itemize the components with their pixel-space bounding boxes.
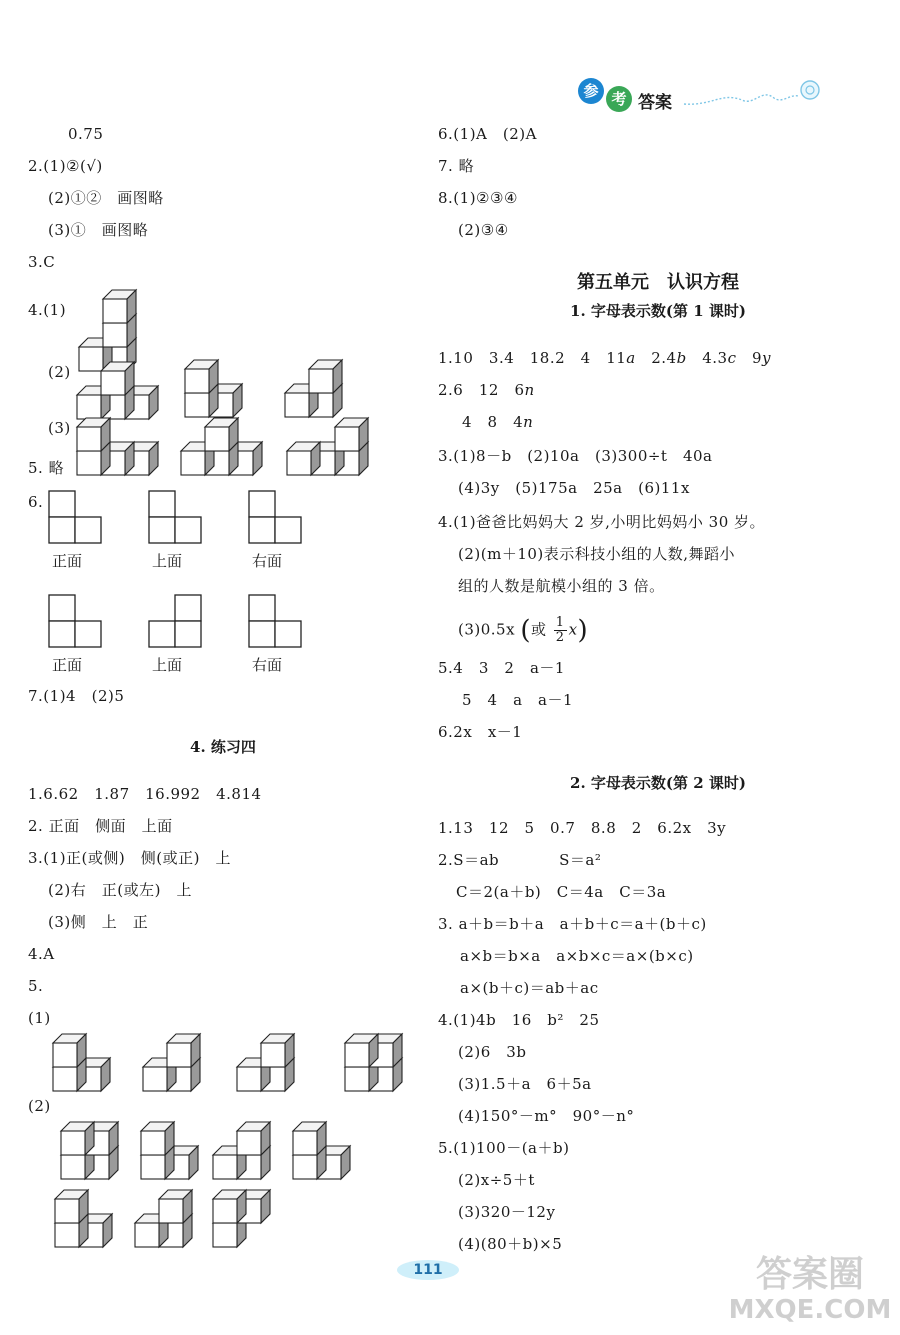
cube-figure-5-2g	[212, 1180, 271, 1239]
view-label-right-1: 右面	[252, 552, 283, 570]
answer-2-7: 4.(1)4b 16 b² 25	[438, 1011, 600, 1029]
cube-figure-5-1b	[142, 1024, 201, 1083]
answer-1-5: (4)3y (5)175a 25a (6)11x	[458, 479, 690, 497]
cube-figure-5-1d	[344, 1024, 403, 1083]
view-label-top-2: 上面	[152, 656, 183, 674]
cube-figure-5-2b	[140, 1112, 199, 1171]
view-label-top-1: 上面	[152, 552, 183, 570]
left-line-6: 4.(1)	[28, 301, 67, 319]
left-line-11: 7.(1)4 (2)5	[28, 687, 125, 705]
lesson-title-1: 1. 字母表示数(第 1 课时)	[570, 302, 746, 320]
cube	[335, 418, 368, 451]
answer-2-11: 5.(1)100－(a＋b)	[438, 1139, 570, 1157]
cube	[61, 1122, 94, 1155]
cube-figure-5-2c	[212, 1112, 271, 1171]
unit-title: 第五单元 认识方程	[577, 272, 739, 293]
cube-figure-4-3c	[286, 408, 369, 467]
left-p6: 4.A	[28, 945, 55, 963]
cube	[309, 360, 342, 393]
cube-figure-5-1c	[236, 1024, 295, 1083]
page-number: 111	[397, 1260, 459, 1280]
right-line-1: 6.(1)A (2)A	[438, 125, 537, 143]
watermark	[720, 1255, 900, 1335]
cube	[55, 1190, 88, 1223]
cube	[103, 290, 136, 323]
left-line-8: (3)	[48, 419, 71, 437]
cube	[141, 1122, 174, 1155]
section-title-exercise-4: 4. 练习四	[190, 738, 256, 756]
answer-2-9: (3)1.5＋a 6＋5a	[458, 1075, 592, 1093]
cube-figure-4-3b	[180, 408, 263, 467]
answer-2-13: (3)320－12y	[458, 1203, 556, 1221]
left-p3: 3.(1)正(或侧) 侧(或正) 上	[28, 849, 231, 867]
watermark-line-2: MXQE.COM	[728, 1295, 892, 1325]
answer-1-1: 1.10 3.4 18.2 4 11a 2.4b 4.3c 9y	[438, 349, 772, 367]
page-header	[574, 74, 824, 118]
view-drawing-top-1	[148, 490, 204, 546]
answer-1-7: (2)(m＋10)表示科技小组的人数,舞蹈小	[458, 545, 736, 563]
left-p5: (3)侧 上 正	[48, 913, 149, 931]
cube	[159, 1190, 192, 1223]
header-badge-1: 参	[578, 78, 604, 104]
header-flourish-icon	[682, 74, 822, 114]
left-p4: (2)右 正(或左) 上	[48, 881, 192, 899]
cube	[205, 418, 238, 451]
answer-1-8: 组的人数是航模小组的 3 倍。	[458, 577, 665, 595]
cube-figure-5-2a	[60, 1112, 119, 1171]
view-drawing-right-1	[248, 490, 304, 546]
cube	[167, 1034, 200, 1067]
cube-figure-4-2c	[284, 350, 343, 409]
cube-figure-5-1a	[52, 1024, 111, 1083]
cube-figure-5-2f	[134, 1180, 193, 1239]
right-line-2: 7. 略	[438, 157, 475, 175]
view-drawing-top-2	[148, 594, 204, 650]
left-p8: (1)	[28, 1009, 51, 1027]
view-drawing-right-2	[248, 594, 304, 650]
answer-1-12: 6.2x x－1	[438, 723, 523, 741]
cube	[287, 442, 320, 475]
cube-figure-4-3a	[76, 408, 159, 467]
view-label-right-2: 右面	[252, 656, 283, 674]
left-line-1: 0.75	[68, 125, 104, 143]
left-line-10: 6.	[28, 493, 44, 511]
watermark-line-1: 答案圈	[755, 1254, 864, 1295]
answer-1-9: (3)0.5x (或 $\frac{1}{2}$ x)	[458, 615, 589, 646]
answer-1-2: 2.6 12 6n	[438, 381, 535, 399]
answer-2-14: (4)(80＋b)×5	[458, 1235, 563, 1253]
cube	[77, 418, 110, 451]
answer-2-12: (2)x÷5＋t	[458, 1171, 535, 1189]
left-line-9: 5. 略	[28, 459, 65, 477]
cube-figure-5-2e	[54, 1180, 113, 1239]
left-p7: 5.	[28, 977, 44, 995]
left-line-7: (2)	[48, 363, 71, 381]
answer-1-4: 3.(1)8－b (2)10a (3)300÷t 40a	[438, 447, 713, 465]
view-drawing-front-1	[48, 490, 104, 546]
answer-1-6: 4.(1)爸爸比妈妈大 2 岁,小明比妈妈小 30 岁。	[438, 513, 766, 531]
left-p1: 1.6.62 1.87 16.992 4.814	[28, 785, 262, 803]
lesson-title-2: 2. 字母表示数(第 2 课时)	[570, 774, 746, 792]
cube	[293, 1122, 326, 1155]
cube	[261, 1034, 294, 1067]
left-line-3: (2)①② 画图略	[48, 189, 164, 207]
answer-1-3: 4 8 4n	[462, 413, 534, 431]
cube	[237, 1122, 270, 1155]
left-line-2: 2.(1)②(√)	[28, 157, 103, 175]
left-line-5: 3.C	[28, 253, 56, 271]
left-p2: 2. 正面 侧面 上面	[28, 817, 173, 835]
cube-figure-4-2a	[76, 352, 159, 411]
header-title: 答案	[638, 93, 672, 113]
right-line-4: (2)③④	[458, 221, 509, 239]
cube	[53, 1034, 86, 1067]
answer-1-10: 5.4 3 2 a－1	[438, 659, 565, 677]
cube	[345, 1034, 378, 1067]
left-p9: (2)	[28, 1097, 51, 1115]
header-badge-2: 考	[606, 86, 632, 112]
answer-2-10: (4)150°－m° 90°－n°	[458, 1107, 635, 1125]
answer-2-4: 3. a＋b＝b＋a a＋b＋c＝a＋(b＋c)	[438, 915, 707, 933]
view-label-front-1: 正面	[52, 552, 83, 570]
answer-2-3: C＝2(a＋b) C＝4a C＝3a	[456, 883, 667, 901]
answer-2-1: 1.13 12 5 0.7 8.8 2 6.2x 3y	[438, 819, 727, 837]
answer-2-5: a×b＝b×a a×b×c＝a×(b×c)	[460, 947, 694, 965]
cube	[185, 360, 218, 393]
answer-1-11: 5 4 a a－1	[462, 691, 574, 709]
cube	[213, 1190, 246, 1223]
answer-2-8: (2)6 3b	[458, 1043, 527, 1061]
cube-figure-5-2d	[292, 1112, 351, 1171]
left-line-4: (3)① 画图略	[48, 221, 149, 239]
cube	[101, 362, 134, 395]
cube-figure-4-2b	[184, 350, 243, 409]
view-drawing-front-2	[48, 594, 104, 650]
answer-2-2: 2.S＝ab S＝a²	[438, 851, 602, 869]
cube-figure-4-1	[78, 280, 137, 363]
view-label-front-2: 正面	[52, 656, 83, 674]
right-line-3: 8.(1)②③④	[438, 189, 518, 207]
answer-2-6: a×(b＋c)＝ab＋ac	[460, 979, 599, 997]
